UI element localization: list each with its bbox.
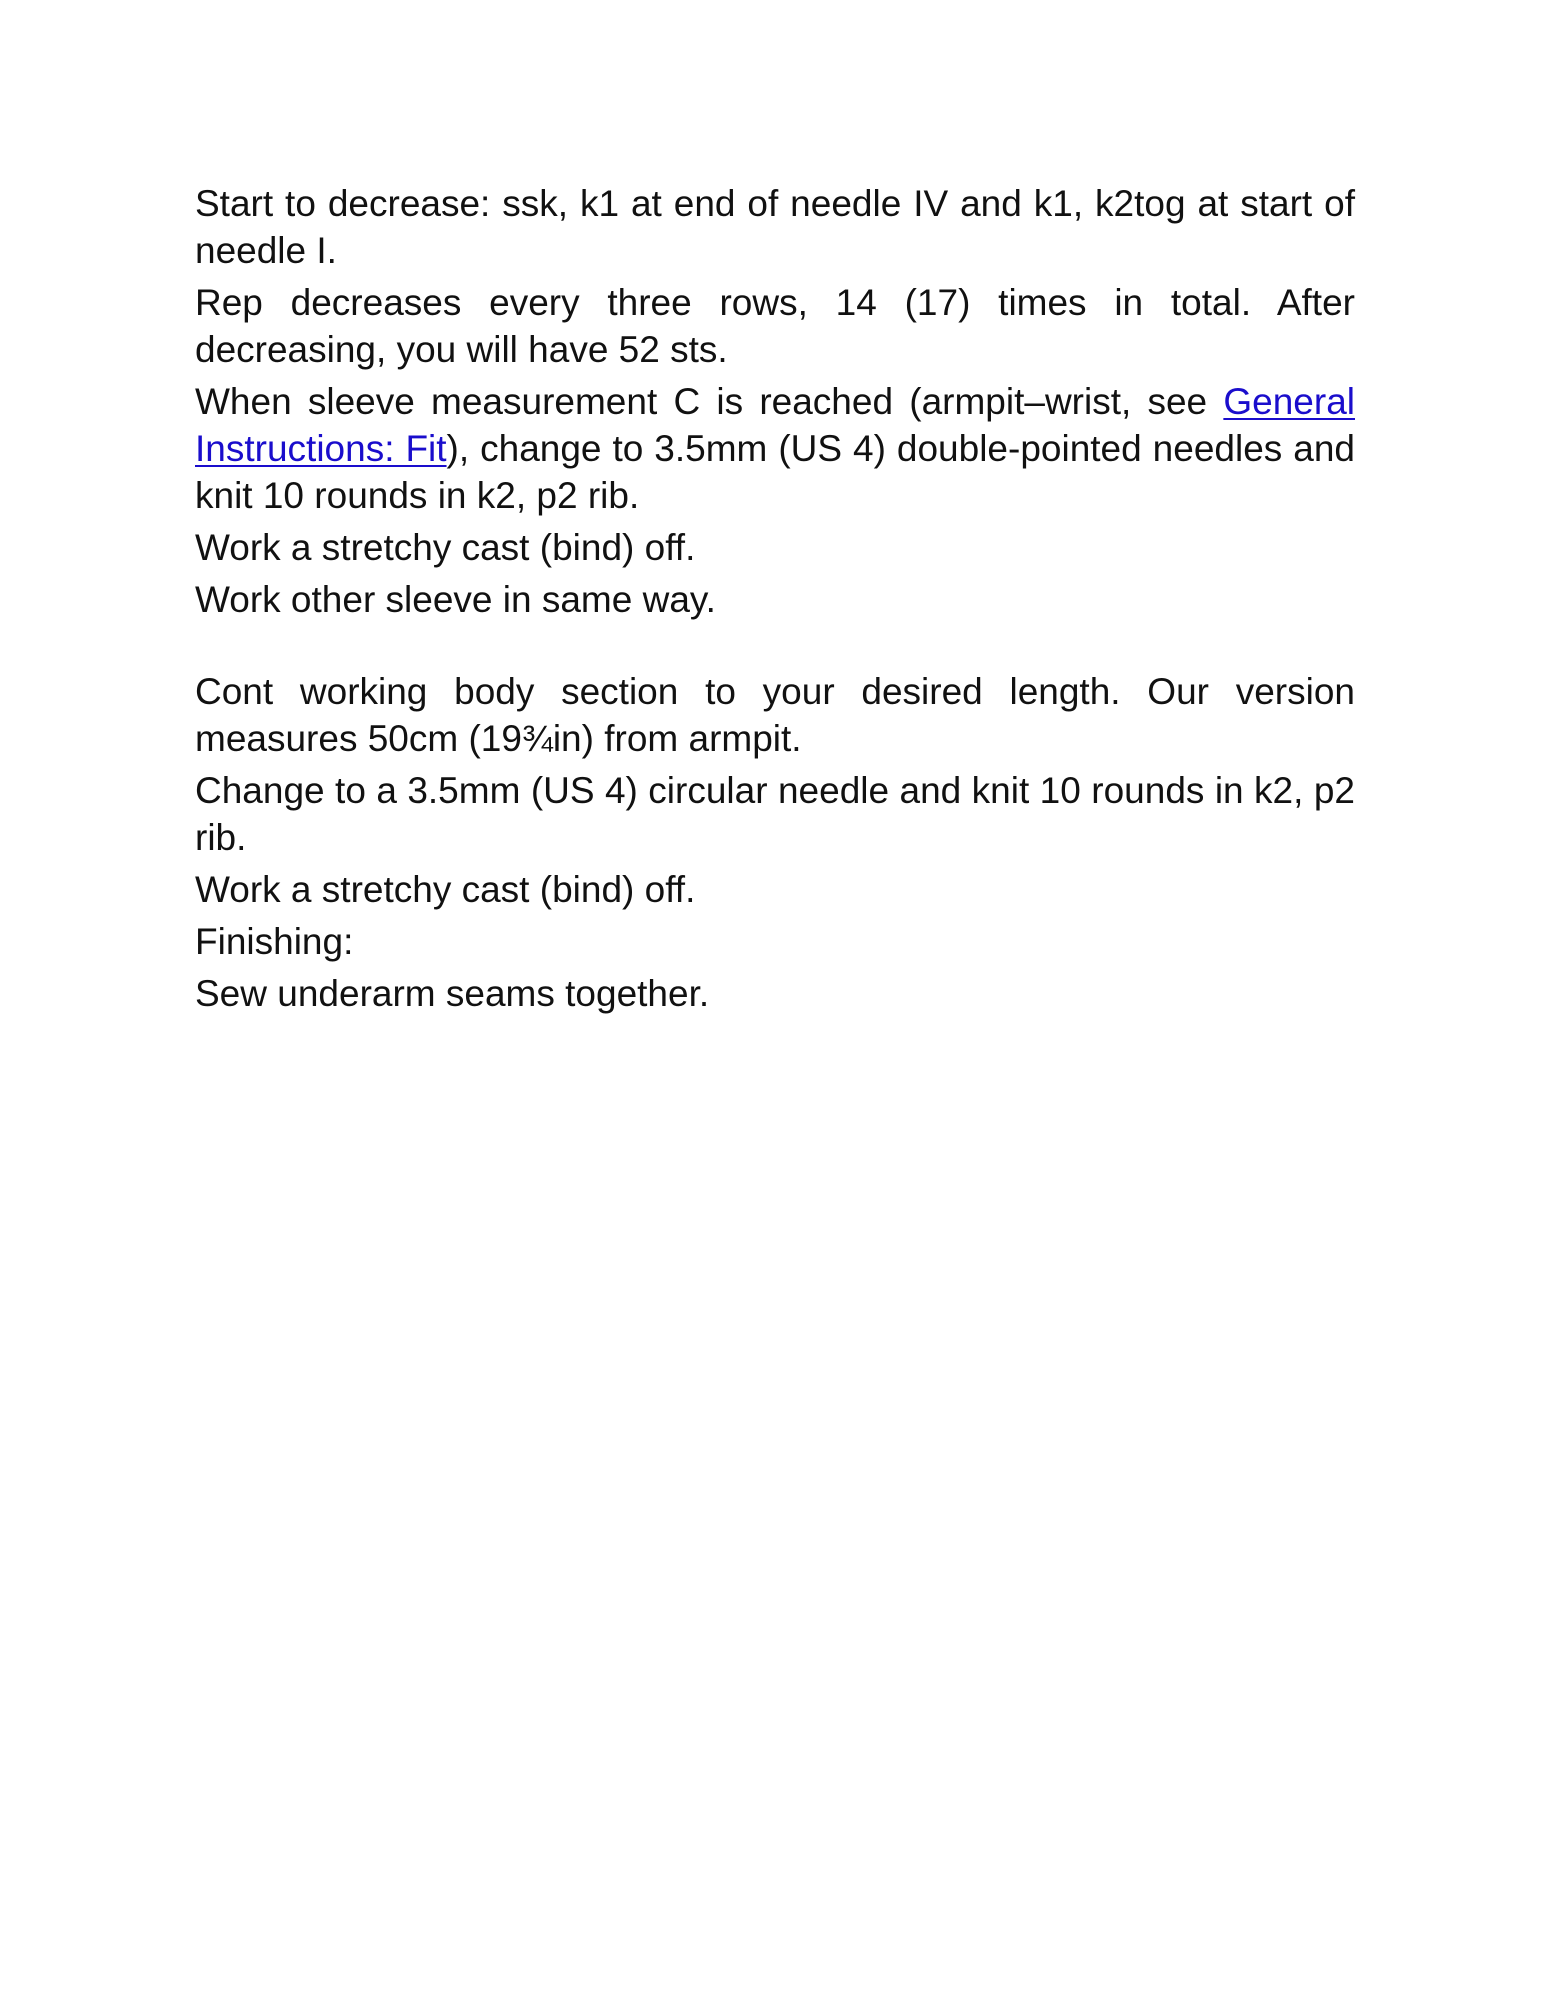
general-instructions-fit-link[interactable]: General Instructions: Fit bbox=[195, 381, 1355, 469]
paragraph-spacer bbox=[195, 628, 1355, 668]
paragraph-finishing-heading: Finishing: bbox=[195, 921, 354, 962]
paragraph-circular-needle: Change to a 3.5mm (US 4) circular needle and knit 10 rounds in k2, p2 rib. bbox=[195, 770, 1355, 858]
paragraph-sleeve-measurement bbox=[195, 378, 1355, 519]
paragraph-text-segment: When sleeve measurement C is reached (armpit–wrist, see bbox=[195, 381, 1224, 422]
paragraph-other-sleeve: Work other sleeve in same way. bbox=[195, 579, 716, 620]
paragraph-repeat-decreases: Rep decreases every three rows, 14 (17) times in total. After decreasing, you will have 52 sts. bbox=[195, 282, 1355, 370]
paragraph-cast-off-sleeve: Work a stretchy cast (bind) off. bbox=[195, 527, 696, 568]
paragraph-start-decrease: Start to decrease: ssk, k1 at end of needle IV and k1, k2tog at start of needle I. bbox=[195, 183, 1355, 271]
paragraph-seams: Sew underarm seams together. bbox=[195, 973, 710, 1014]
paragraph-text-segment: ), change to 3.5mm (US 4) double-pointed needles and knit 10 rounds in k2, p2 rib. bbox=[195, 428, 1355, 516]
paragraph-cast-off-body: Work a stretchy cast (bind) off. bbox=[195, 869, 696, 910]
paragraph-body-length: Cont working body section to your desired length. Our version measures 50cm (19¾in) from armpit. bbox=[195, 671, 1355, 759]
page-body bbox=[195, 180, 1355, 1022]
